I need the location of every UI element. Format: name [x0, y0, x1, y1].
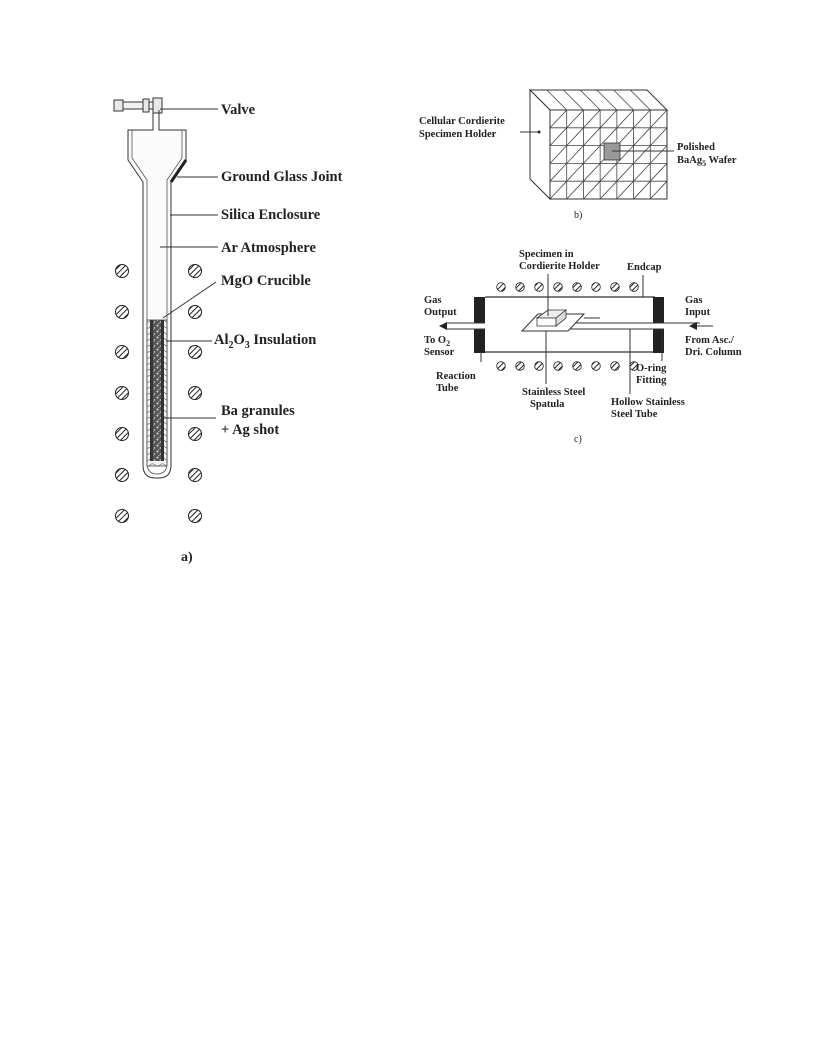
gas-input-label-line2: Input	[685, 307, 711, 318]
endcap-label: Endcap	[627, 262, 662, 273]
furnace-coil	[611, 283, 620, 292]
silica-enclosure-label: Silica Enclosure	[221, 207, 321, 223]
column-label-line1: From Asc./	[685, 335, 734, 346]
gas-output-label-line1: Gas	[424, 295, 442, 306]
holder-label-line2: Specimen Holder	[419, 129, 497, 140]
reaction-tube-label-line1: Reaction	[436, 371, 476, 382]
left-endcap-bottom	[474, 329, 485, 353]
furnace-coil	[630, 283, 639, 292]
specimen-label-line1: Specimen in	[519, 249, 574, 260]
reaction-tube-label-line2: Tube	[436, 383, 459, 394]
cordierite-holder-block	[530, 90, 667, 199]
valve-assembly	[114, 98, 218, 130]
furnace-coil	[535, 283, 544, 292]
caption-b: b)	[574, 210, 583, 221]
furnace-coil	[592, 362, 601, 371]
furnace-coil	[497, 283, 506, 292]
column-label-line2: Dri. Column	[685, 347, 742, 358]
left-endcap-top	[474, 297, 485, 323]
silica-enclosure	[128, 118, 218, 478]
furnace-coil	[516, 283, 525, 292]
furnace-coil	[516, 362, 525, 371]
ag-shot-label: + Ag shot	[221, 422, 280, 438]
spatula-label-line2: Spatula	[530, 399, 565, 410]
o2-sensor-label-line1: To $O_2$	[424, 335, 451, 348]
furnace-coil	[535, 362, 544, 371]
right-endcap-top	[653, 297, 664, 323]
caption-a: a)	[181, 550, 193, 565]
oring-label-line2: Fitting	[636, 375, 667, 386]
panel-c-diagram	[424, 249, 742, 445]
mgo-crucible-label: MgO Crucible	[221, 273, 311, 289]
specimen-label-line2: Cordierite Holder	[519, 261, 600, 272]
ba-granules-label: Ba granules	[221, 403, 295, 419]
insulation-label: $Al_2O_3$ Insulation	[214, 332, 317, 351]
panel-a-diagram	[114, 98, 343, 565]
wafer-label-line1: Polished	[677, 142, 715, 153]
panel-b-diagram	[419, 90, 737, 221]
caption-c: c)	[574, 434, 582, 445]
gas-input-label-line1: Gas	[685, 295, 703, 306]
ar-atmosphere-label: Ar Atmosphere	[221, 240, 316, 256]
holder-label-line1: Cellular Cordierite	[419, 116, 505, 127]
furnace-coil	[554, 362, 563, 371]
hollow-tube-label-line1: Hollow Stainless	[611, 397, 685, 408]
output-arrow-icon	[439, 322, 447, 330]
furnace-coil	[554, 283, 563, 292]
hollow-tube-label-line2: Steel Tube	[611, 409, 658, 420]
reaction-tube	[439, 297, 713, 353]
furnace-coil	[611, 362, 620, 371]
spatula-label-line1: Stainless Steel	[522, 387, 586, 398]
ground-glass-joint-label: Ground Glass Joint	[221, 169, 343, 185]
furnace-coil	[573, 283, 582, 292]
wafer-label-line2: BaAg$_5$ Wafer	[677, 155, 737, 168]
spatula-specimen	[522, 310, 600, 331]
valve-label: Valve	[221, 102, 256, 118]
furnace-coil	[497, 362, 506, 371]
furnace-coil	[573, 362, 582, 371]
oring-label-line1: O-ring	[636, 363, 667, 374]
o2-sensor-label-line2: Sensor	[424, 347, 455, 358]
furnace-coil	[592, 283, 601, 292]
gas-output-label-line2: Output	[424, 307, 457, 318]
